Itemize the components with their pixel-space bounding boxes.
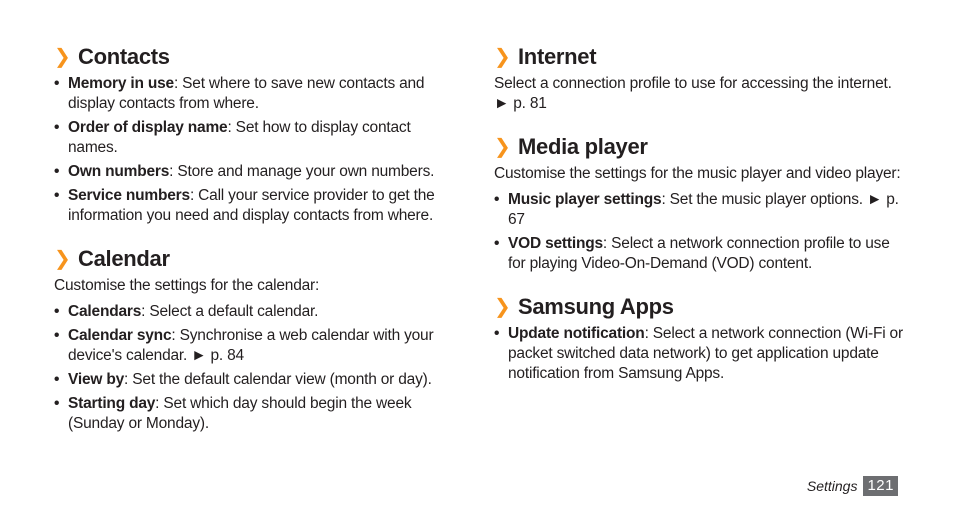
section-heading-media-player xyxy=(494,132,906,162)
section-samsung-apps xyxy=(494,292,906,384)
item-term: Music player settings xyxy=(508,191,662,208)
section-heading-samsung-apps xyxy=(494,292,906,322)
list-item xyxy=(54,74,454,114)
item-description: : Set which day should begin the week (Sunday or Monday). xyxy=(68,395,412,432)
bullet-icon: • xyxy=(54,163,60,180)
item-description: : Select a network connection (Wi-Fi or packet switched data network) to get application update notification from Samsung Apps. xyxy=(508,325,903,382)
bullet-icon: • xyxy=(54,303,60,320)
chevron-right-icon: ❯ xyxy=(494,46,511,68)
item-term: Own numbers xyxy=(68,163,170,180)
footer-section-label: Settings xyxy=(806,478,858,494)
item-description: : Set how to display contact names. xyxy=(68,119,411,156)
right-column xyxy=(494,42,906,388)
list-item xyxy=(54,302,454,322)
list-item xyxy=(54,394,454,434)
settings-list xyxy=(54,74,454,226)
chevron-right-icon: ❯ xyxy=(494,296,511,318)
item-description: : Set the default calendar view (month or day). xyxy=(124,371,432,388)
list-item xyxy=(54,118,454,158)
section-title: Contacts xyxy=(78,44,170,69)
section-intro: Select a connection profile to use for accessing the internet. ► p. 81 xyxy=(494,75,892,112)
item-term: Service numbers xyxy=(68,187,190,204)
list-item xyxy=(54,326,454,366)
item-description: : Set the music player options. ► p. 67 xyxy=(508,191,899,228)
item-term: Calendar sync xyxy=(68,327,172,344)
section-contacts xyxy=(54,42,454,226)
page-footer xyxy=(807,476,898,496)
settings-list xyxy=(494,190,906,274)
bullet-icon: • xyxy=(494,325,500,342)
settings-list xyxy=(494,324,906,384)
list-item xyxy=(54,162,454,182)
bullet-icon: • xyxy=(494,191,500,208)
section-media-player xyxy=(494,132,906,274)
item-term: View by xyxy=(68,371,125,388)
item-description: : Set where to save new contacts and display contacts from where. xyxy=(68,75,425,112)
chevron-right-icon: ❯ xyxy=(54,248,71,270)
section-heading-calendar xyxy=(54,244,454,274)
list-item xyxy=(54,370,454,390)
bullet-icon: • xyxy=(54,395,60,412)
bullet-icon: • xyxy=(54,371,60,388)
section-title: Samsung Apps xyxy=(518,294,674,319)
item-description: : Synchronise a web calendar with your device's calendar. ► p. 84 xyxy=(68,327,434,364)
section-heading-internet xyxy=(494,42,906,72)
list-item xyxy=(494,234,906,274)
section-internet xyxy=(494,42,906,114)
section-title: Media player xyxy=(518,134,648,159)
item-term: Order of display name xyxy=(68,119,228,136)
section-title: Internet xyxy=(518,44,597,69)
bullet-icon: • xyxy=(54,119,60,136)
item-description: : Select a default calendar. xyxy=(141,303,319,320)
bullet-icon: • xyxy=(54,75,60,92)
chevron-right-icon: ❯ xyxy=(54,46,71,68)
item-description: : Call your service provider to get the information you need and display contacts from where. xyxy=(68,187,435,224)
list-item xyxy=(494,324,906,384)
item-description: : Select a network connection profile to use for playing Video-On-Demand (VOD) content. xyxy=(508,235,890,272)
bullet-icon: • xyxy=(54,187,60,204)
settings-list xyxy=(54,302,454,434)
section-intro: Customise the settings for the calendar: xyxy=(54,277,320,294)
item-term: VOD settings xyxy=(508,235,603,252)
item-description: : Store and manage your own numbers. xyxy=(169,163,435,180)
item-term: Memory in use xyxy=(68,75,174,92)
item-term: Update notification xyxy=(508,325,645,342)
list-item xyxy=(494,190,906,230)
item-term: Calendars xyxy=(68,303,142,320)
section-title: Calendar xyxy=(78,246,170,271)
bullet-icon: • xyxy=(54,327,60,344)
page-number: 121 xyxy=(863,476,898,496)
list-item xyxy=(54,186,454,226)
bullet-icon: • xyxy=(494,235,500,252)
chevron-right-icon: ❯ xyxy=(494,136,511,158)
section-heading-contacts xyxy=(54,42,454,72)
section-calendar xyxy=(54,244,454,434)
item-term: Starting day xyxy=(68,395,156,412)
section-intro: Customise the settings for the music player and video player: xyxy=(494,165,901,182)
left-column xyxy=(54,42,454,438)
